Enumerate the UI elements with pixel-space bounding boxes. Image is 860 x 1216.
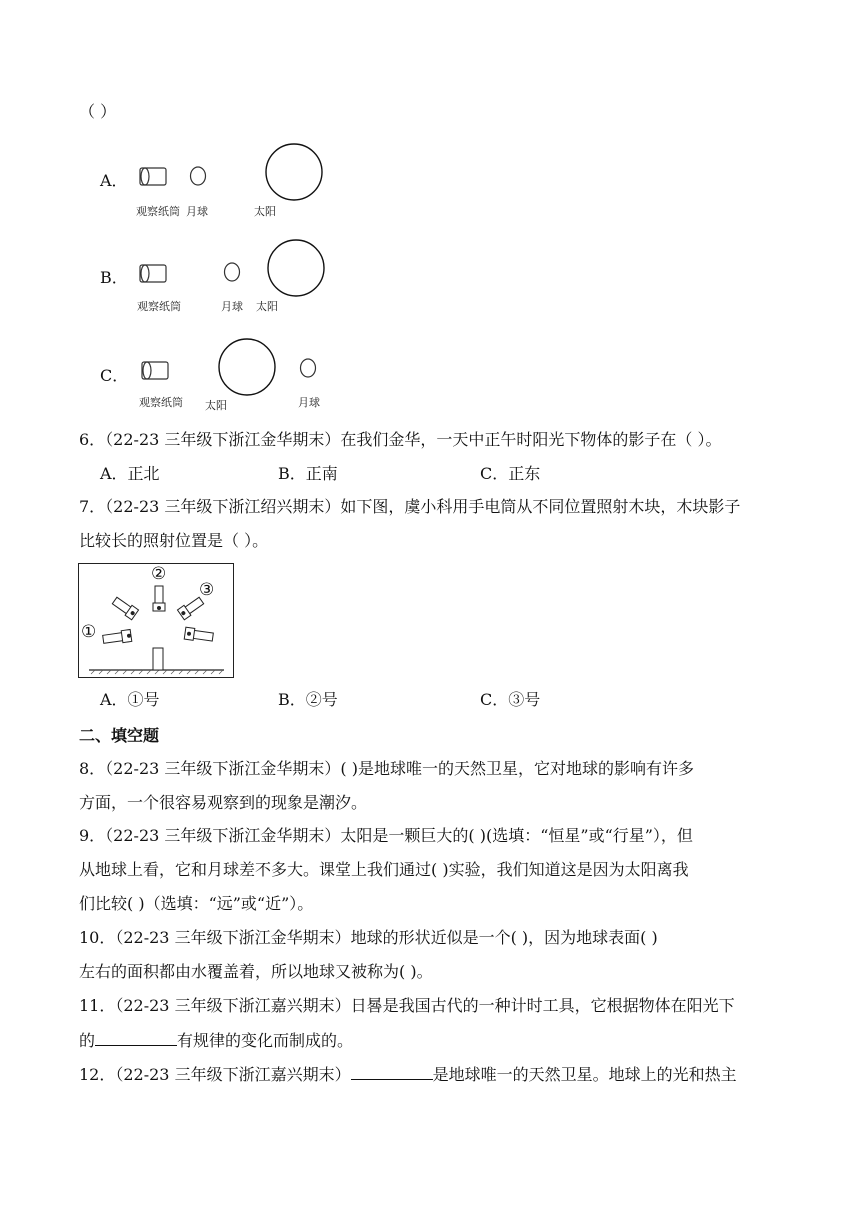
- q5-b-tube-label: 观察纸筒: [137, 300, 181, 313]
- q11-answer-blank[interactable]: [95, 1029, 177, 1046]
- q5-answer-paren: （ ）: [79, 102, 117, 121]
- q5-c-moon-label: 月球: [298, 396, 320, 409]
- q5-c-tube-label: 观察纸筒: [139, 396, 183, 409]
- sun-icon: [268, 240, 324, 296]
- marker-1: ①: [81, 622, 97, 642]
- question-7-line2: 比较长的照射位置是（ ）。: [79, 531, 269, 550]
- question-8-line1: 8．（22-23 三年级下浙江金华期末）( )是地球唯一的天然卫星，它对地球的影响有许多: [79, 759, 694, 778]
- question-9-line3: 们比较( )（选填：“远”或“近”）。: [79, 894, 314, 913]
- question-11-line1: 11．（22-23 三年级下浙江嘉兴期末）日晷是我国古代的一种计时工具，它根据物体在阳光下: [79, 996, 735, 1015]
- q12-prefix: 12．（22-23 三年级下浙江嘉兴期末）: [79, 1065, 351, 1084]
- q12-answer-blank[interactable]: [351, 1063, 433, 1080]
- flashlight-icon: [184, 627, 213, 643]
- question-10-line1: 10．（22-23 三年级下浙江金华期末）地球的形状近似是一个( )，因为地球表面( ): [79, 928, 658, 947]
- section-heading: 二、填空题: [79, 726, 160, 745]
- q5-b-sun-label: 太阳: [256, 300, 278, 313]
- wood-block: [153, 648, 163, 670]
- q5-option-a-diagram: [0, 0, 860, 420]
- tube-icon: [140, 265, 166, 282]
- flashlight-icon: [102, 630, 131, 646]
- question-11-line2: [79, 1029, 353, 1051]
- sun-icon: [266, 144, 322, 200]
- question-9-line1: 9．（22-23 三年级下浙江金华期末）太阳是一颗巨大的( )(选填：“恒星”或“行星”），但: [79, 826, 693, 845]
- question-10-line2: 左右的面积都由水覆盖着，所以地球又被称为( )。: [79, 962, 433, 981]
- q5-option-a-letter: A．: [100, 171, 128, 190]
- q11-prefix: 的: [79, 1031, 96, 1050]
- question-12-line1: [79, 1063, 737, 1085]
- q5-a-tube-label: 观察纸筒: [136, 205, 180, 218]
- q7-option-a: A．①号: [100, 690, 160, 709]
- question-6: 6．（22-23 三年级下浙江金华期末）在我们金华，一天中正午时阳光下物体的影子在（ ）。: [79, 430, 722, 449]
- q6-option-c: C．正东: [480, 464, 541, 483]
- q6-option-a: A．正北: [100, 464, 160, 483]
- q5-a-moon-label: 月球: [186, 205, 208, 218]
- q5-c-sun-label: 太阳: [205, 399, 227, 412]
- question-9-line2: 从地球上看，它和月球差不多大。课堂上我们通过( )实验，我们知道这是因为太阳离我: [79, 860, 689, 879]
- q7-figure: [78, 563, 234, 678]
- question-7-line1: 7．（22-23 三年级下浙江绍兴期末）如下图，虞小科用手电筒从不同位置照射木块，木块影子: [79, 497, 741, 516]
- moon-icon: [225, 263, 240, 281]
- moon-icon: [301, 359, 316, 377]
- tube-icon: [140, 168, 166, 185]
- moon-icon: [191, 167, 206, 185]
- q12-suffix: 是地球唯一的天然卫星。地球上的光和热主: [432, 1065, 737, 1084]
- q11-suffix: 有规律的变化而制成的。: [177, 1031, 354, 1050]
- marker-3: ③: [199, 580, 215, 600]
- flashlight-icon: [111, 596, 138, 620]
- q6-option-b: B．正南: [278, 464, 338, 483]
- question-8-line2: 方面，一个很容易观察到的现象是潮汐。: [79, 793, 368, 812]
- marker-2: ②: [151, 564, 167, 584]
- q7-option-b: B．②号: [278, 690, 338, 709]
- q5-option-b-letter: B．: [100, 268, 128, 287]
- q5-a-sun-label: 太阳: [254, 205, 276, 218]
- tube-icon: [142, 362, 168, 379]
- sun-icon: [219, 339, 275, 395]
- q7-option-c: C．③号: [480, 690, 541, 709]
- q5-option-c-letter: C．: [100, 366, 129, 385]
- q5-b-moon-label: 月球: [221, 300, 243, 313]
- flashlight-icon: [153, 586, 165, 611]
